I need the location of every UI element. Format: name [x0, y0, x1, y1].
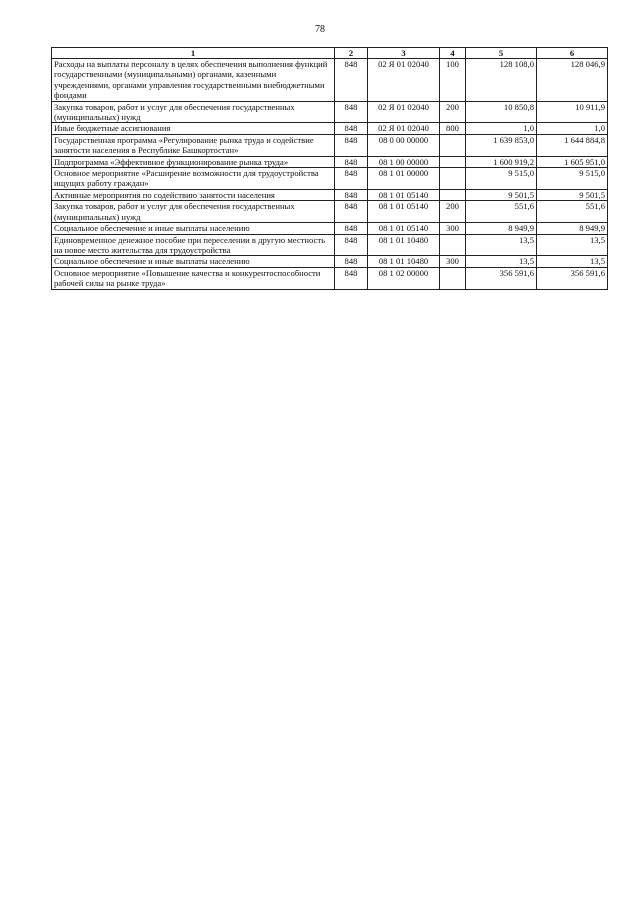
row-grbs: 848 [335, 256, 368, 267]
row-vr [440, 156, 466, 167]
row-sum-2: 13,5 [537, 234, 608, 256]
row-name: Подпрограмма «Эффективное функционирование рынка труда» [52, 156, 335, 167]
row-sum-1: 1 600 919,2 [466, 156, 537, 167]
row-csr: 08 1 01 05140 [368, 201, 440, 223]
page-number: 78 [315, 24, 325, 35]
row-name: Основное мероприятие «Повышение качества и конкурентоспособности рабочей силы на рынке труда» [52, 267, 335, 289]
table-row [52, 234, 608, 256]
row-sum-1: 9 515,0 [466, 168, 537, 190]
row-csr: 08 0 00 00000 [368, 134, 440, 156]
header-col-6: 6 [537, 48, 608, 59]
row-sum-1: 13,5 [466, 234, 537, 256]
row-grbs: 848 [335, 234, 368, 256]
row-csr: 02 Я 01 02040 [368, 123, 440, 134]
budget-table [51, 47, 608, 290]
row-name: Государственная программа «Регулирование рынка труда и содействие занятости населения в Республике Башкортостан» [52, 134, 335, 156]
row-grbs: 848 [335, 134, 368, 156]
row-sum-1: 356 591,6 [466, 267, 537, 289]
row-sum-2: 1 644 884,8 [537, 134, 608, 156]
row-vr [440, 168, 466, 190]
row-csr: 08 1 01 05140 [368, 223, 440, 234]
row-csr: 08 1 01 10480 [368, 256, 440, 267]
row-vr: 100 [440, 59, 466, 102]
row-name: Иные бюджетные ассигнования [52, 123, 335, 134]
row-vr: 200 [440, 201, 466, 223]
row-sum-2: 1,0 [537, 123, 608, 134]
row-sum-2: 9 501,5 [537, 189, 608, 200]
table-row [52, 101, 608, 123]
row-sum-1: 551,6 [466, 201, 537, 223]
row-sum-1: 128 108,0 [466, 59, 537, 102]
row-grbs: 848 [335, 123, 368, 134]
header-row [52, 48, 608, 59]
table-row [52, 156, 608, 167]
table-row [52, 59, 608, 102]
row-csr: 08 1 00 00000 [368, 156, 440, 167]
row-sum-2: 8 949,9 [537, 223, 608, 234]
row-vr [440, 189, 466, 200]
header-col-5: 5 [466, 48, 537, 59]
row-grbs: 848 [335, 168, 368, 190]
header-col-3: 3 [368, 48, 440, 59]
table-row [52, 267, 608, 289]
table-row [52, 123, 608, 134]
row-vr: 800 [440, 123, 466, 134]
row-csr: 08 1 01 10480 [368, 234, 440, 256]
row-vr: 300 [440, 223, 466, 234]
row-sum-2: 128 046,9 [537, 59, 608, 102]
row-vr [440, 134, 466, 156]
table-row [52, 223, 608, 234]
table-row [52, 256, 608, 267]
header-col-4: 4 [440, 48, 466, 59]
row-grbs: 848 [335, 223, 368, 234]
row-sum-2: 551,6 [537, 201, 608, 223]
row-vr [440, 234, 466, 256]
row-csr: 02 Я 01 02040 [368, 59, 440, 102]
row-name: Социальное обеспечение и иные выплаты населению [52, 223, 335, 234]
row-name: Единовременное денежное пособие при переселении в другую местность на новое место жительства для трудоустройства [52, 234, 335, 256]
header-col-1: 1 [52, 48, 335, 59]
table-row [52, 201, 608, 223]
row-sum-2: 10 911,9 [537, 101, 608, 123]
row-name: Закупка товаров, работ и услуг для обеспечения государственных (муниципальных) нужд [52, 101, 335, 123]
row-grbs: 848 [335, 189, 368, 200]
row-grbs: 848 [335, 101, 368, 123]
row-sum-2: 13,5 [537, 256, 608, 267]
row-csr: 08 1 02 00000 [368, 267, 440, 289]
header-col-2: 2 [335, 48, 368, 59]
row-sum-1: 10 850,8 [466, 101, 537, 123]
row-sum-1: 13,5 [466, 256, 537, 267]
row-csr: 08 1 01 00000 [368, 168, 440, 190]
row-sum-1: 8 949,9 [466, 223, 537, 234]
table-row [52, 189, 608, 200]
row-sum-2: 1 605 951,0 [537, 156, 608, 167]
row-csr: 02 Я 01 02040 [368, 101, 440, 123]
row-name: Активные мероприятия по содействию занятости населения [52, 189, 335, 200]
table-header [52, 48, 608, 59]
table-row [52, 134, 608, 156]
row-name: Основное мероприятие «Расширение возможности для трудоустройства ищущих работу граждан» [52, 168, 335, 190]
row-vr: 200 [440, 101, 466, 123]
row-csr: 08 1 01 05140 [368, 189, 440, 200]
row-grbs: 848 [335, 267, 368, 289]
row-sum-2: 356 591,6 [537, 267, 608, 289]
row-sum-1: 1,0 [466, 123, 537, 134]
table-row [52, 168, 608, 190]
row-name: Закупка товаров, работ и услуг для обеспечения государственных (муниципальных) нужд [52, 201, 335, 223]
row-grbs: 848 [335, 201, 368, 223]
row-vr: 300 [440, 256, 466, 267]
table-body [52, 59, 608, 290]
row-grbs: 848 [335, 59, 368, 102]
row-name: Социальное обеспечение и иные выплаты населению [52, 256, 335, 267]
row-sum-1: 1 639 853,0 [466, 134, 537, 156]
row-vr [440, 267, 466, 289]
row-name: Расходы на выплаты персоналу в целях обеспечения выполнения функций государственными (муниципальными) органами, казенными учреждениями, органами управления государственными внебюджетными фондами [52, 59, 335, 102]
row-sum-2: 9 515,0 [537, 168, 608, 190]
row-sum-1: 9 501,5 [466, 189, 537, 200]
row-grbs: 848 [335, 156, 368, 167]
